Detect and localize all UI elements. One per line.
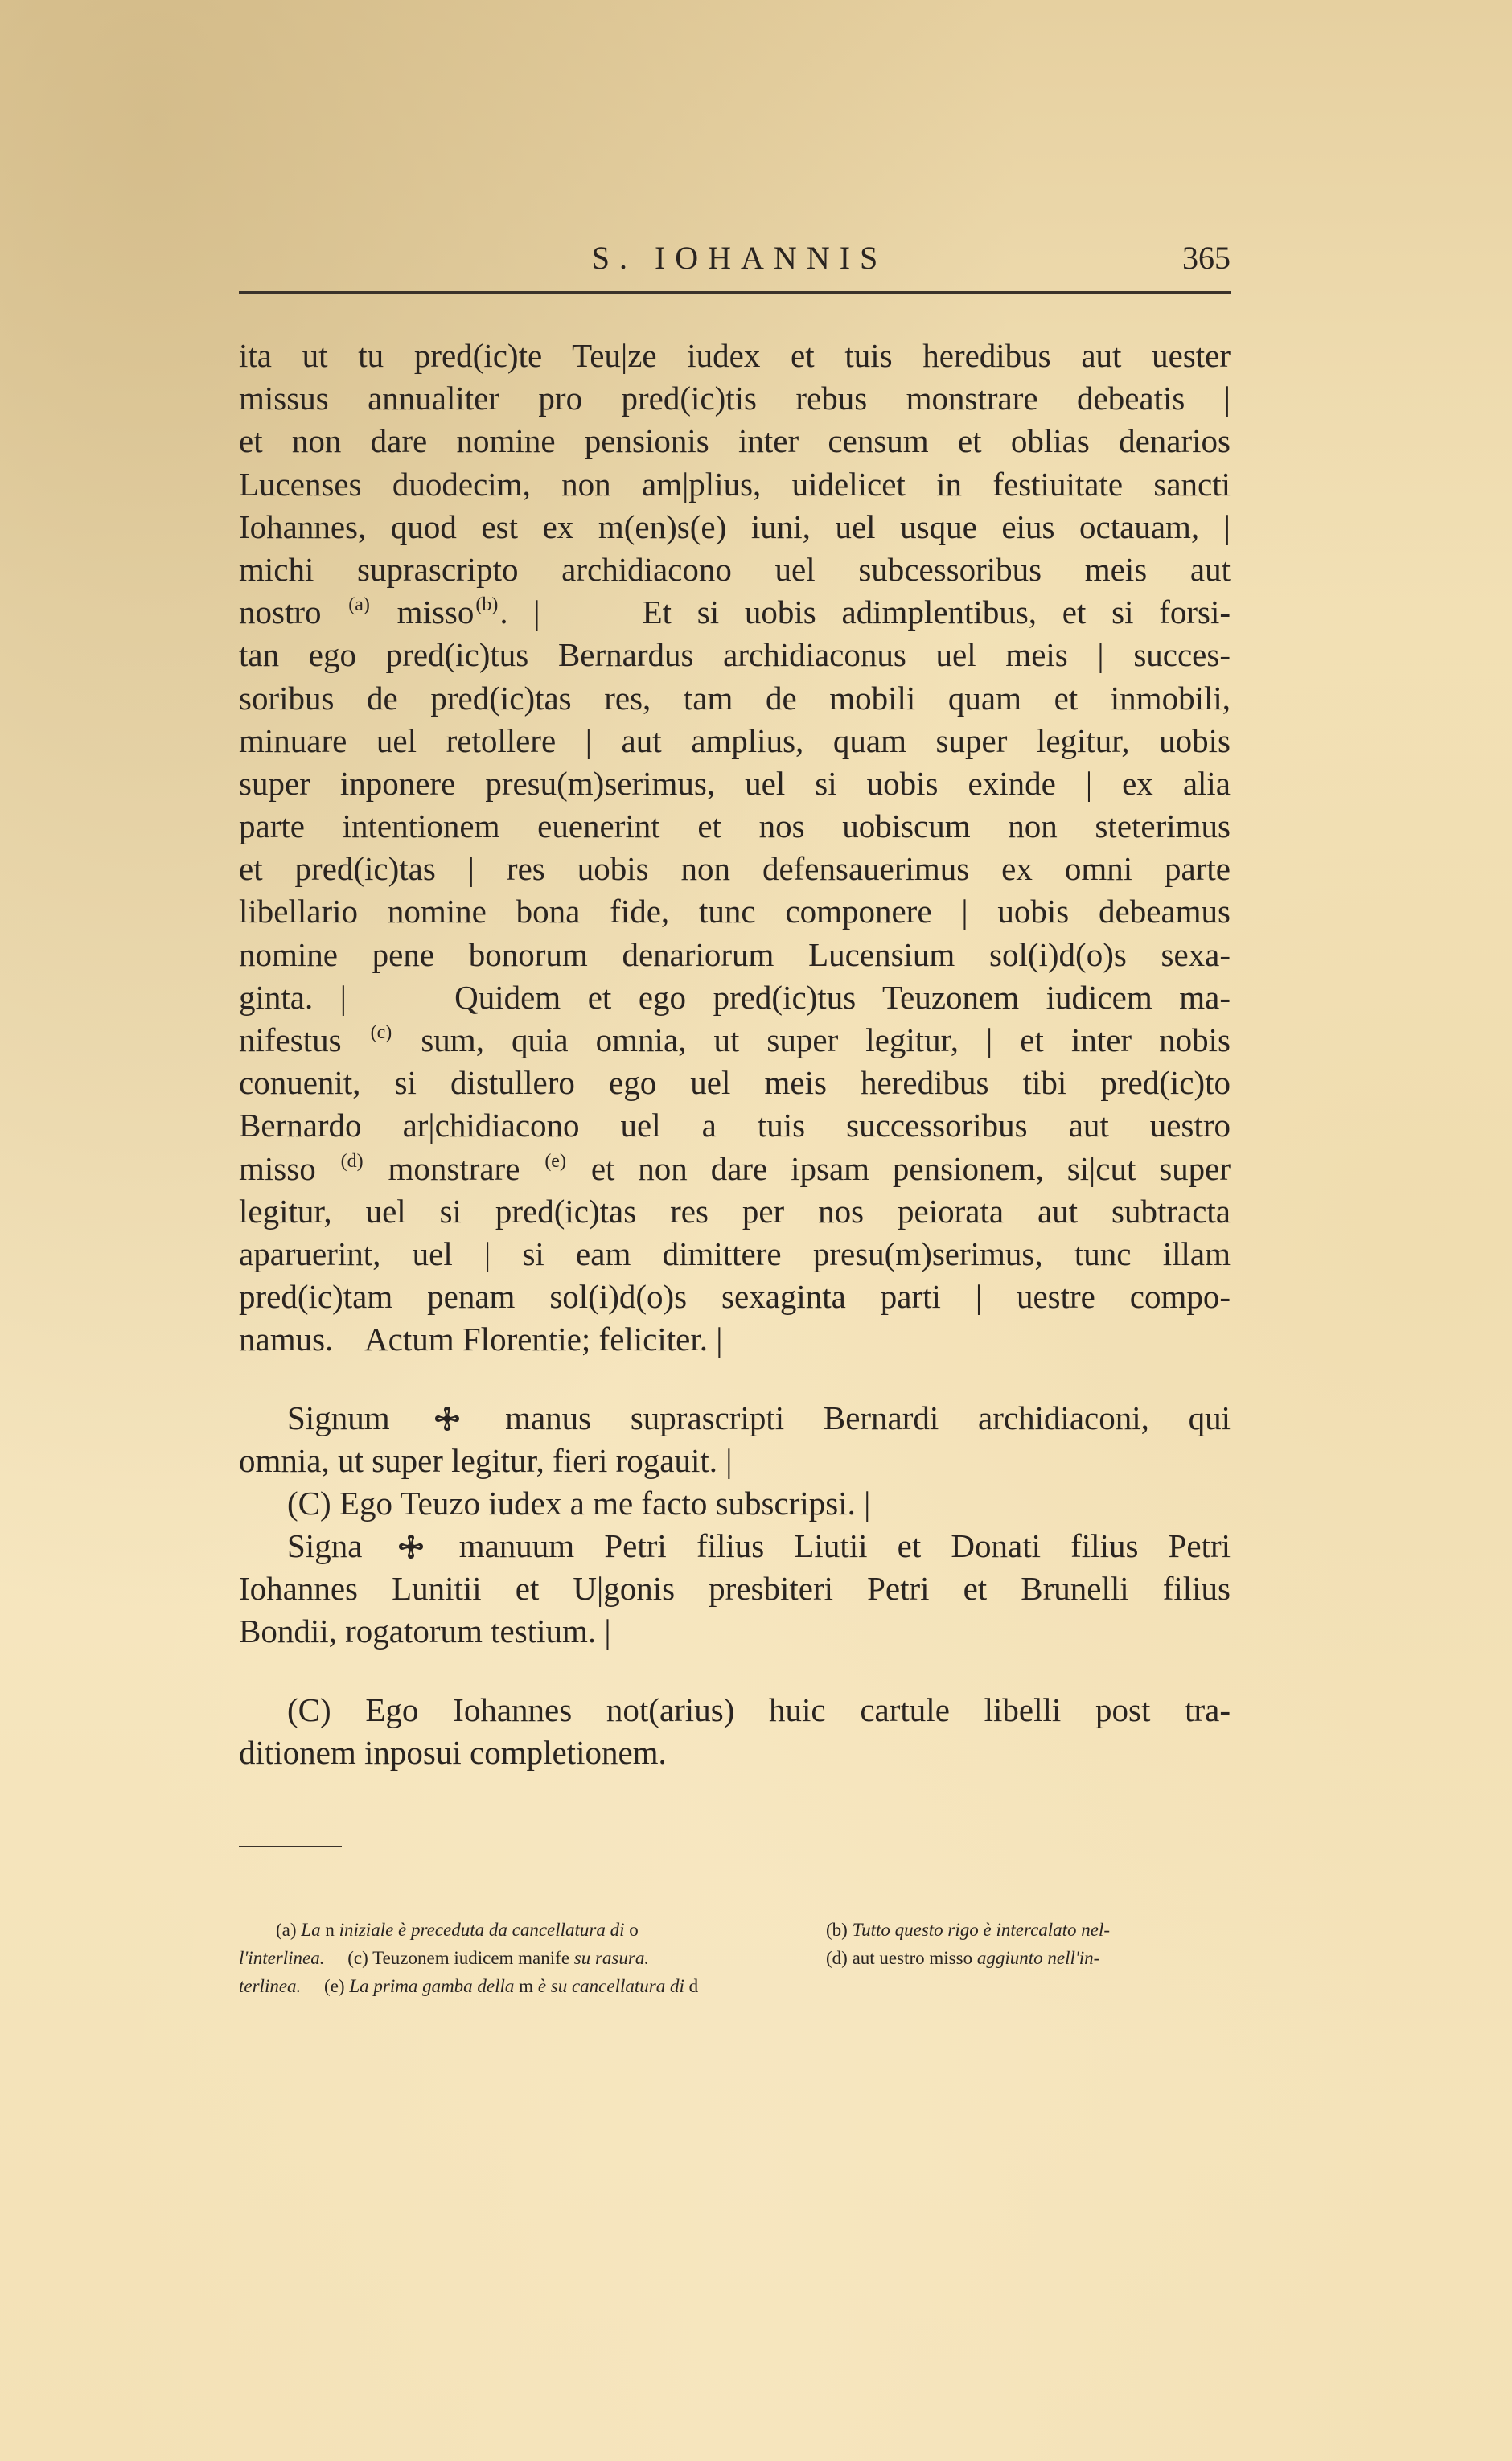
document-body — [239, 335, 1231, 1774]
text-line: Iohannes Lunitii et U|gonis presbiteri Petri et Brunelli filius — [239, 1570, 1231, 1608]
footnote-line-3 — [239, 1972, 1231, 2000]
running-head — [239, 238, 1231, 278]
text-segment: Signa — [287, 1527, 363, 1565]
text-line: ita ut tu pred(ic)te Teu|ze iudex et tuis heredibus aut uester — [239, 337, 1231, 374]
text-line: michi suprascripto archidiacono uel subcessoribus meis aut — [239, 550, 1231, 588]
footnote-ref-d[interactable]: (d) — [340, 1150, 364, 1172]
text-line: minuare uel retollere | aut amplius, quam super legitur, uobis — [239, 721, 1231, 759]
footnote-label: (e) — [324, 1976, 345, 1996]
footnote-italic: iniziale è preceduta da cancellatura di — [339, 1920, 625, 1940]
text-line: (C) Ego Iohannes not(arius) huic cartule libelli post tra- — [287, 1691, 1231, 1728]
text-segment: et non dare ipsam pensionem, si|cut super — [590, 1149, 1231, 1187]
text-line: Lucenses duodecim, non am|plius, uidelicet in festiuitate sancti — [239, 465, 1231, 503]
footnote-label: (a) — [276, 1920, 297, 1940]
text-line: super inponere presu(m)serimus, uel si uobis exinde | ex alia — [239, 764, 1231, 802]
footnote-roman: o — [629, 1920, 639, 1940]
text-line: et non dare nomine pensionis inter censum et oblias denarios — [239, 422, 1231, 460]
footnote-ref-a[interactable]: (a) — [348, 594, 370, 616]
text-line: soribus de pred(ic)tas res, tam de mobili quam et inmobili, — [239, 679, 1231, 717]
paragraph-gap — [239, 1362, 1231, 1397]
signum-cross-icon — [397, 1533, 425, 1560]
text-segment: misso — [239, 1149, 316, 1187]
text-line: parte intentionem euenerint et nos uobiscum non steterimus — [239, 807, 1231, 845]
footnote-c — [347, 1948, 649, 1968]
text-line — [239, 591, 1231, 634]
signum-bernardi-line — [239, 1397, 1231, 1440]
footnote-line-2 — [239, 1944, 1231, 1972]
text-line: pred(ic)tam penam sol(i)d(o)s sexaginta parti | uestre compo- — [239, 1278, 1231, 1316]
text-line: tan ego pred(ic)tus Bernardus archidiaconus uel meis | succes- — [239, 636, 1231, 674]
text-segment: manuum Petri filius Liutii et Donati filius Petri — [458, 1527, 1231, 1565]
text-line — [239, 1019, 1231, 1062]
text-segment: nifestus — [239, 1021, 342, 1058]
footnote-italic: aggiunto nell'in- — [976, 1948, 1100, 1968]
text-line: ditionem inposui completionem. — [239, 1733, 667, 1771]
footnote-rule — [239, 1846, 342, 1847]
text-line: aparuerint, uel | si eam dimittere presu(m)serimus, tunc illam — [239, 1235, 1231, 1272]
text-line: legitur, uel si pred(ic)tas res per nos peiorata aut subtracta — [239, 1192, 1231, 1230]
footnote-italic: l'interlinea. — [239, 1948, 325, 1968]
text-segment: Signum — [287, 1399, 390, 1436]
footnote-roman: n — [325, 1920, 335, 1940]
running-title: S. IOHANNIS — [591, 240, 888, 276]
footnotes — [239, 1916, 1231, 2000]
text-line: Iohannes, quod est ex m(en)s(e) iuni, uel usque eius octauam, | — [239, 507, 1231, 545]
footnote-e — [324, 1976, 698, 1996]
signatures-section — [239, 1397, 1231, 1654]
footnote-roman: m — [519, 1976, 534, 1996]
footnote-label: (d) — [826, 1948, 848, 1968]
text-line: ginta. | Quidem et ego pred(ic)tus Teuzonem iudicem ma- — [239, 978, 1231, 1016]
footnote-roman: d — [688, 1976, 699, 1996]
text-segment: misso — [396, 594, 475, 631]
signum-cross-icon — [433, 1405, 461, 1432]
main-paragraph — [239, 335, 1231, 1362]
footnote-italic: La prima gamba della — [349, 1976, 515, 1996]
text-line: namus. Actum Florentie; feliciter. | — [239, 1321, 723, 1358]
footnote-italic: Tutto questo rigo è intercalato nel- — [852, 1920, 1111, 1940]
text-segment: . | Et si uobis adimplentibus, et si forsi- — [499, 594, 1231, 631]
footnote-label: (c) — [347, 1948, 368, 1968]
text-segment: monstrare — [388, 1149, 520, 1187]
text-line: nomine pene bonorum denariorum Lucensium sol(i)d(o)s sexa- — [239, 935, 1231, 973]
text-segment: nostro — [239, 594, 322, 631]
text-line: omnia, ut super legitur, fieri rogauit. | — [239, 1441, 733, 1479]
footnote-italic: La — [301, 1920, 321, 1940]
footnote-ref-c[interactable]: (c) — [370, 1022, 392, 1043]
text-segment: sum, quia omnia, ut super legitur, | et inter nobis — [421, 1021, 1231, 1058]
footnote-ref-b[interactable]: (b) — [475, 594, 499, 616]
footnote-roman: Teuzonem iudicem manife — [372, 1948, 570, 1968]
paragraph-gap — [239, 1654, 1231, 1689]
footnote-label: (b) — [826, 1920, 848, 1940]
text-line: Bernardo ar|chidiacono uel a tuis successoribus aut uestro — [239, 1107, 1231, 1144]
text-line: libellario nomine bona fide, tunc componere | uobis debeamus — [239, 893, 1231, 931]
footnote-roman: aut uestro misso — [852, 1948, 973, 1968]
footnote-italic: terlinea. — [239, 1976, 302, 1996]
text-segment: manus suprascripti Bernardi archidiaconi, qui — [505, 1399, 1231, 1436]
footnote-a — [239, 1920, 639, 1940]
footnote-italic: su rasura. — [573, 1948, 650, 1968]
text-line: et pred(ic)tas | res uobis non defensauerimus ex omni parte — [239, 850, 1231, 888]
text-line: Bondii, rogatorum testium. | — [239, 1613, 611, 1650]
footnote-b — [826, 1916, 1110, 1944]
text-line: conuenit, si distullero ego uel meis heredibus tibi pred(ic)to — [239, 1064, 1231, 1102]
footnote-d — [826, 1944, 1099, 1972]
notary-completion — [239, 1689, 1231, 1774]
text-line — [239, 1148, 1231, 1190]
teuzo-subscription: (C) Ego Teuzo iudex a me facto subscripsi. | — [287, 1484, 871, 1522]
signa-testium-line — [239, 1525, 1231, 1567]
footnote-line-1 — [239, 1916, 1231, 1944]
text-line: missus annualiter pro pred(ic)tis rebus monstrare debeatis | — [239, 380, 1231, 417]
footnote-italic: è su cancellatura di — [537, 1976, 684, 1996]
header-rule — [239, 291, 1231, 294]
page-number: 365 — [1182, 240, 1231, 276]
footnote-ref-e[interactable]: (e) — [544, 1150, 566, 1172]
